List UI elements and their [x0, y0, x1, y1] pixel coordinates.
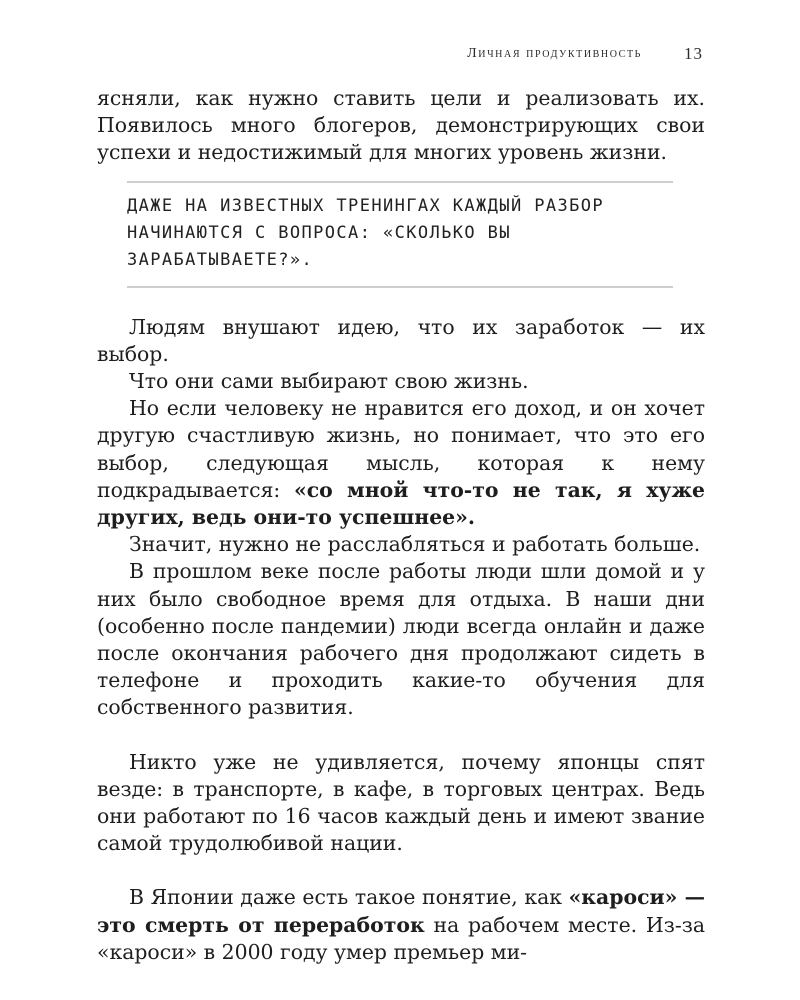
- emphasis-text: «со мной что-то не так, я хуже других, ведь они-то успешнее».: [97, 477, 706, 530]
- paragraph: Что они сами выбирают свою жизнь.: [129, 369, 529, 394]
- paragraph: [97, 395, 705, 531]
- paragraph: ясняли, как нужно ставить цели и реализовать их. Появилось много блогеров, демонстрирующих свои успехи и недостижимый для многих уровень жизни.: [97, 86, 705, 165]
- page-number: 13: [684, 44, 703, 63]
- paragraph: Никто уже не удивляется, почему японцы спят везде: в транспорте, в кафе, в торговых центрах. Ведь они работают по 16 часов каждый день и имеют звание самой трудолюбивой нации.: [97, 749, 705, 856]
- paragraph: Значит, нужно не расслабляться и работать больше.: [129, 532, 701, 557]
- running-title: Личная продуктивность: [467, 46, 642, 61]
- paragraph-text: на рабочем месте. Из-за «кароси» в 2000 году умер премьер ми-: [97, 912, 705, 964]
- callout-box: [127, 181, 673, 288]
- page-body: [97, 85, 705, 966]
- paragraph: В прошлом веке после работы люди шли домой и у них было свободное время для отдыха. В наши дни (особенно после пандемии) люди всегда онлайн и даже после окончания рабочего дня продолжают сидеть в телефоне и проходить какие-то обучения для собственного развития.: [97, 559, 705, 720]
- emphasis-text: «кароси» — это смерть от переработок: [97, 885, 705, 937]
- paragraph-text: В Японии даже есть такое понятие, как: [129, 885, 569, 910]
- paragraph: [97, 884, 705, 966]
- running-header: [0, 44, 800, 72]
- paragraph: Людям внушают идею, что их заработок — их выбор.: [97, 314, 705, 366]
- callout-text: ДАЖЕ НА ИЗВЕСТНЫХ ТРЕНИНГАХ КАЖДЫЙ РАЗБОР НАЧИНАЮТСЯ С ВОПРОСА: «СКОЛЬКО ВЫ ЗАРАБАТЫВАЕТЕ?».: [127, 195, 605, 270]
- paragraph-text: Но если человеку не нравится его доход, и он хочет другую счастливую жизнь, но понимает, что это его выбор, следующая мысль, которая к нему подкрадывается:: [97, 396, 705, 502]
